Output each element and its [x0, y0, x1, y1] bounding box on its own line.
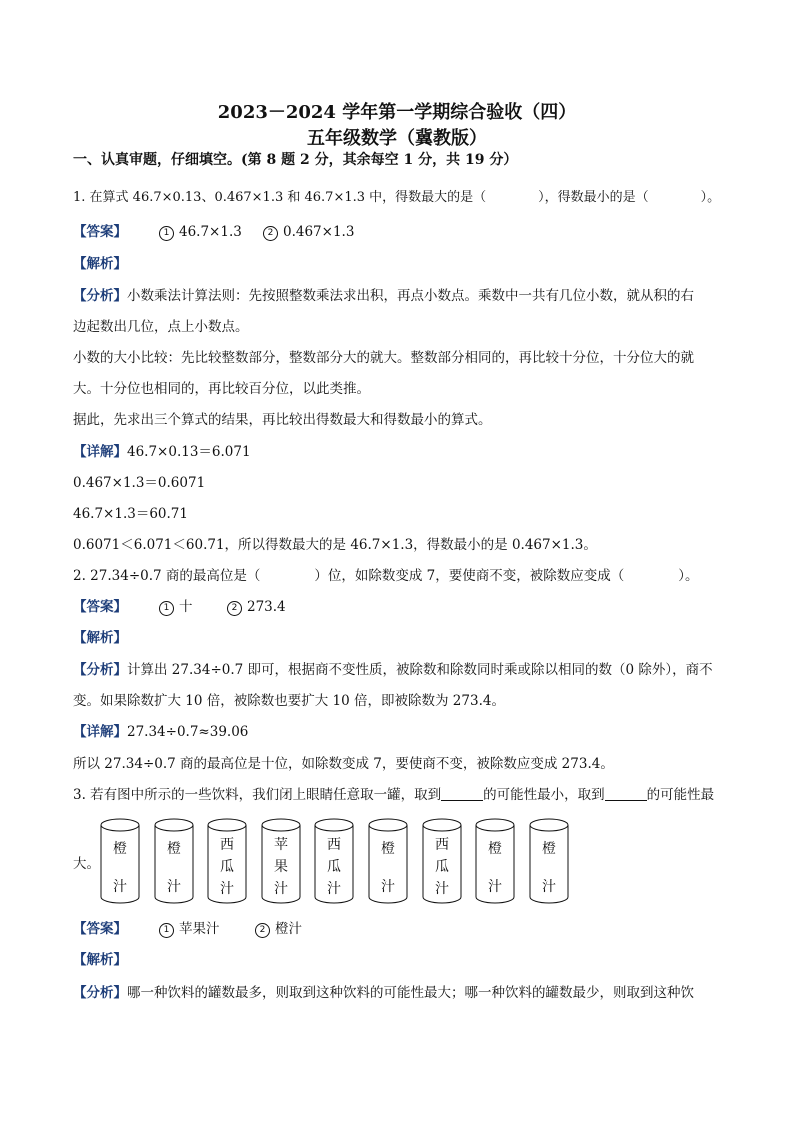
- answer-tag: 【答案】: [73, 921, 127, 937]
- q1-answer-2: [263, 223, 354, 241]
- juice-can: [422, 818, 462, 904]
- q1-fenxi-1-text: 小数乘法计算法则：先按照整数乘法求出积，再点小数点。乘数中一共有几位小数，就从积的右: [127, 288, 694, 304]
- q2-answer-2: [227, 598, 286, 616]
- q1-xiangjie-1: [73, 443, 251, 461]
- can-label-char: 汁: [435, 881, 449, 897]
- can-label-char: 果: [274, 859, 288, 875]
- q2-answer-2-text: 273.4: [247, 599, 286, 615]
- xiangjie-tag: 【详解】: [73, 724, 127, 740]
- can-label-char: 瓜: [435, 859, 449, 875]
- q2-fenxi-2: 变。如果除数扩大 10 倍，被除数也要扩大 10 倍，即被除数为 273.4。: [73, 693, 505, 709]
- q1-question: 1. 在算式 46.7×0.13、0.467×1.3 和 46.7×1.3 中，得数最大的是（ ），得数最小的是（ ）。: [73, 190, 721, 205]
- can-label-char: 橙: [167, 841, 181, 857]
- juice-can: [475, 818, 515, 904]
- can-label-char: 汁: [542, 879, 556, 895]
- can-label-char: 橙: [381, 841, 395, 857]
- q3-fenxi-1-text: 哪一种饮料的罐数最多，则取到这种饮料的可能性最大；哪一种饮料的罐数最少，则取到这种饮: [127, 985, 694, 1001]
- q1-fenxi-5: 据此，先求出三个算式的结果，再比较出得数最大和得数最小的算式。: [73, 412, 492, 428]
- q3-answer-1-text: 苹果汁: [179, 921, 220, 937]
- q3-question-part-b: 的可能性最小，取到: [483, 787, 605, 803]
- can-label-char: 瓜: [327, 859, 341, 875]
- can-label-char: 汁: [381, 879, 395, 895]
- can-label-char: 汁: [327, 881, 341, 897]
- circled-number-2: 2: [255, 923, 270, 938]
- q1-xiangjie-3: 46.7×1.3＝60.71: [73, 506, 188, 522]
- q3-answer-2: [255, 920, 302, 938]
- q3-answer-2-text: 橙汁: [275, 921, 302, 937]
- circled-number-1: 1: [159, 923, 174, 938]
- q1-fenxi-1: [73, 287, 694, 305]
- q1-fenxi-3: 小数的大小比较：先比较整数部分，整数部分大的就大。整数部分相同的，再比较十分位，十分位大的就: [73, 350, 694, 366]
- q1-answer-row: [73, 223, 355, 241]
- q1-xiangjie-1-text: 46.7×0.13＝6.071: [127, 444, 251, 460]
- q1-xiangjie-4: 0.6071＜6.071＜60.71，所以得数最大的是 46.7×1.3，得数最小的是 0.467×1.3。: [73, 537, 597, 553]
- circled-number-1: 1: [159, 226, 174, 241]
- can-label-char: 橙: [113, 841, 127, 857]
- q1-answer-2-text: 0.467×1.3: [283, 224, 355, 240]
- can-label-char: 西: [327, 837, 341, 853]
- can-label-char: 汁: [167, 879, 181, 895]
- circled-number-2: 2: [263, 226, 278, 241]
- juice-can: [261, 818, 301, 904]
- juice-can: [368, 818, 408, 904]
- q2-answer-1-text: 十: [179, 599, 193, 615]
- can-label-char: 西: [435, 837, 449, 853]
- q3-answer-row: [73, 920, 302, 938]
- answer-tag: 【答案】: [73, 224, 127, 240]
- answer-tag: 【答案】: [73, 599, 127, 615]
- can-label-char: 瓜: [220, 859, 234, 875]
- fenxi-tag: 【分析】: [73, 288, 127, 304]
- q2-answer-row: [73, 598, 286, 616]
- juice-cans-figure: [100, 818, 580, 906]
- q3-question-part-a: 3. 若有图中所示的一些饮料，我们闭上眼睛任意取一罐，取到: [73, 787, 442, 803]
- q2-xiangjie-2: 所以 27.34÷0.7 商的最高位是十位，如除数变成 7，要使商不变，被除数应变成 273.4。: [73, 756, 614, 772]
- juice-can: [529, 818, 569, 904]
- circled-number-1: 1: [159, 601, 174, 616]
- q1-fenxi-2: 边起数出几位，点上小数点。: [73, 319, 249, 335]
- can-label-char: 橙: [542, 841, 556, 857]
- can-label-char: 苹: [274, 837, 288, 853]
- circled-number-2: 2: [227, 601, 242, 616]
- section-heading: 一、认真审题，仔细填空。(第 8 题 2 分，其余每空 1 分，共 19 分）: [73, 152, 518, 168]
- q1-analysis-tag: 【解析】: [73, 256, 127, 272]
- fenxi-tag: 【分析】: [73, 662, 127, 678]
- q3-question-end: 大。: [73, 856, 100, 872]
- can-label-char: 橙: [488, 841, 502, 857]
- q2-xiangjie-1-text: 27.34÷0.7≈39.06: [127, 724, 249, 740]
- can-label-char: 汁: [113, 879, 127, 895]
- juice-can: [154, 818, 194, 904]
- answer-blank-2: [605, 786, 647, 801]
- can-label-char: 汁: [274, 881, 288, 897]
- q3-answer-1: [159, 920, 220, 938]
- q2-xiangjie-1: [73, 723, 248, 741]
- xiangjie-tag: 【详解】: [73, 444, 127, 460]
- q1-xiangjie-2: 0.467×1.3＝0.6071: [73, 475, 206, 491]
- page-subtitle: 五年级数学（冀教版）: [307, 128, 487, 149]
- q2-fenxi-1-text: 计算出 27.34÷0.7 即可，根据商不变性质，被除数和除数同时乘或除以相同的数（0 除外），商不: [127, 662, 713, 678]
- page-title: 2023－2024 学年第一学期综合验收（四）: [217, 102, 577, 123]
- q2-question: 2. 27.34÷0.7 商的最高位是（ ）位，如除数变成 7，要使商不变，被除数应变成（ ）。: [73, 568, 699, 584]
- q3-question-part-c: 的可能性最: [646, 787, 715, 803]
- q2-answer-1: [159, 598, 193, 616]
- can-label-char: 西: [220, 837, 234, 853]
- q1-answer-1-text: 46.7×1.3: [179, 224, 242, 240]
- q3-question: [73, 786, 714, 804]
- juice-can: [207, 818, 247, 904]
- fenxi-tag: 【分析】: [73, 985, 127, 1001]
- juice-can: [314, 818, 354, 904]
- q1-answer-1: [159, 223, 242, 241]
- q2-fenxi-1: [73, 661, 713, 679]
- q2-analysis-tag: 【解析】: [73, 630, 127, 646]
- q3-fenxi-1: [73, 984, 694, 1002]
- q1-fenxi-4: 大。十分位也相同的，再比较百分位，以此类推。: [73, 381, 370, 397]
- can-label-char: 汁: [220, 881, 234, 897]
- juice-can: [100, 818, 140, 904]
- answer-blank-1: [441, 786, 483, 801]
- can-label-char: 汁: [488, 879, 502, 895]
- q3-analysis-tag: 【解析】: [73, 952, 127, 968]
